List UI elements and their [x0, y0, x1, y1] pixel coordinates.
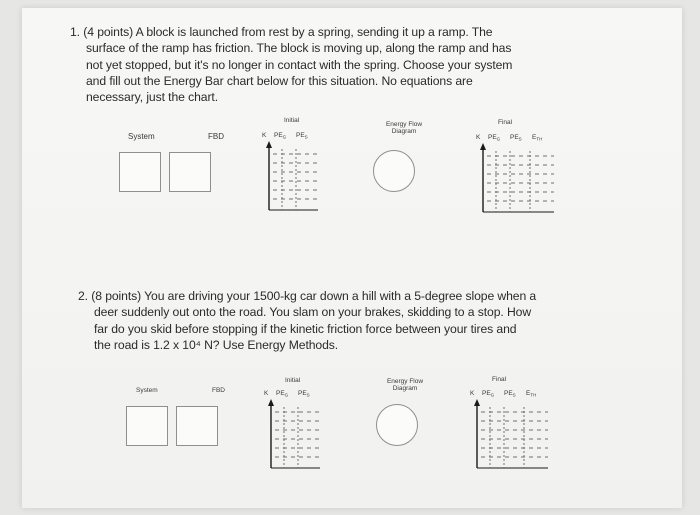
final-energy-bar-chart-2[interactable]: [468, 384, 568, 474]
column-dividers: [284, 407, 298, 468]
problem-2-line-3: far do you skid before stopping if the kinetic friction force between your tires and: [94, 321, 517, 336]
energy-flow-label-line-2: Diagram: [391, 128, 417, 135]
header-peg: $PE_G$: [274, 132, 287, 140]
chart-headers: [264, 390, 310, 398]
final-label-2: Final: [492, 376, 507, 383]
system-box-2[interactable]: [126, 406, 168, 446]
header-k: K: [264, 390, 269, 397]
fbd-box[interactable]: [169, 152, 211, 192]
header-peg: $PE_G$: [276, 390, 289, 398]
problem-2-number: 2.: [78, 289, 88, 303]
energy-flow-label-2-line-1: Energy Flow: [386, 378, 424, 385]
problem-1-line-3: not yet stopped, but it's no longer in contact with the spring. Choose your system: [86, 57, 513, 72]
energy-flow-label-2-line-2: Diagram: [392, 385, 418, 392]
chart-headers: [262, 132, 308, 140]
system-label-2: System: [136, 387, 158, 394]
initial-label: Initial: [284, 117, 300, 124]
initial-label-2: Initial: [285, 377, 301, 384]
energy-flow-circle[interactable]: [373, 150, 415, 192]
chart-headers: [476, 134, 542, 142]
header-pes: $PE_S$: [504, 390, 516, 398]
header-eth: $E_{TH}$: [526, 390, 537, 398]
worksheet-page: [22, 8, 682, 508]
final-energy-bar-chart[interactable]: [474, 128, 574, 218]
column-dividers: [490, 407, 524, 468]
system-box[interactable]: [119, 152, 161, 192]
header-pes: $PE_S$: [298, 390, 310, 398]
chart-grid-dashes: [275, 412, 320, 457]
problem-1-number: 1.: [70, 25, 80, 39]
header-k: K: [476, 134, 481, 141]
final-label: Final: [498, 119, 513, 126]
chart-grid-dashes: [273, 154, 318, 199]
system-label: System: [128, 132, 155, 141]
problem-2-line-1: (8 points) You are driving your 1500-kg car down a hill with a 5-degree slope when a: [91, 289, 537, 303]
header-k: K: [470, 390, 475, 397]
energy-flow-label: [374, 121, 434, 135]
problem-1-line-4: and fill out the Energy Bar chart below for this situation. No equations are: [86, 73, 473, 88]
problem-2-text: [78, 288, 658, 353]
column-dividers: [496, 151, 530, 212]
chart-grid-dashes: [487, 156, 554, 201]
problem-2-line-2: deer suddenly out onto the road. You slam on your brakes, skidding to a stop. How: [94, 305, 532, 320]
chart-grid-dashes: [481, 412, 548, 457]
problem-2-line-4: the road is 1.2 x 10⁴ N? Use Energy Methods.: [94, 337, 339, 352]
header-peg: $PE_G$: [482, 390, 495, 398]
energy-flow-label-line-1: Energy Flow: [385, 121, 423, 128]
header-k: K: [262, 132, 267, 139]
column-dividers: [282, 149, 296, 210]
fbd-label-2: FBD: [212, 387, 225, 394]
header-peg: $PE_G$: [488, 134, 501, 142]
problem-1-line-2: surface of the ramp has friction. The block is moving up, along the ramp and has: [86, 41, 512, 56]
chart-headers: [470, 390, 536, 398]
energy-flow-label-2: [375, 378, 435, 392]
fbd-box-2[interactable]: [176, 406, 218, 446]
problem-1-line-5: necessary, just the chart.: [86, 90, 218, 105]
problem-1-line-1: (4 points) A block is launched from rest by a spring, sending it up a ramp. The: [83, 25, 493, 39]
header-pes: $PE_S$: [510, 134, 522, 142]
initial-energy-bar-chart[interactable]: [260, 126, 350, 216]
problem-1-text: [70, 24, 630, 105]
header-eth: $E_{TH}$: [532, 134, 543, 142]
fbd-label: FBD: [208, 132, 224, 141]
initial-energy-bar-chart-2[interactable]: [262, 384, 352, 474]
header-pes: $PE_S$: [296, 132, 308, 140]
energy-flow-circle-2[interactable]: [376, 404, 418, 446]
